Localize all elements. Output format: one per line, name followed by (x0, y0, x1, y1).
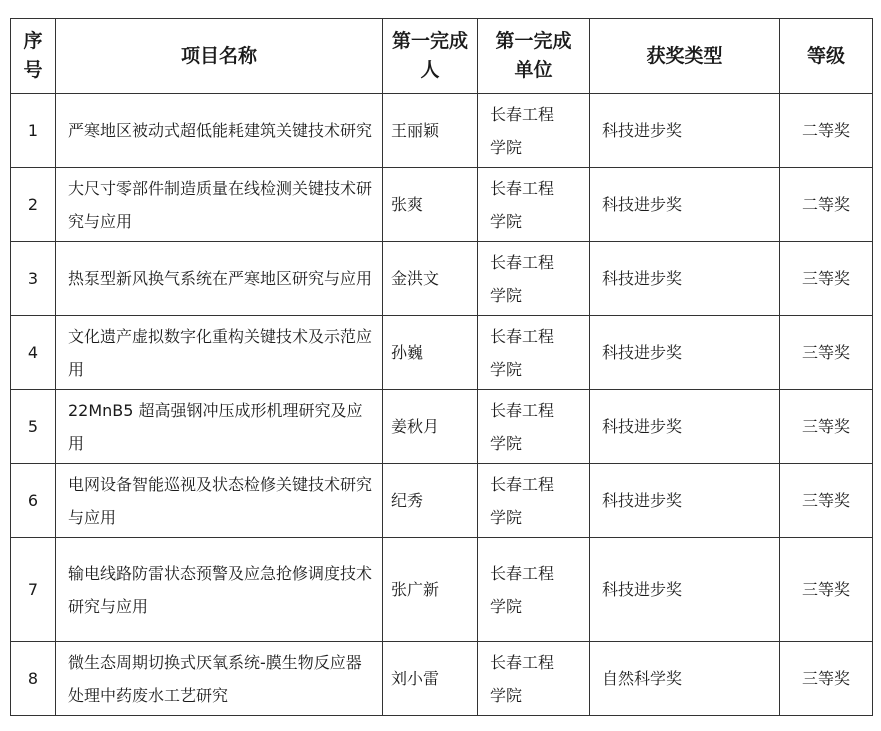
row-person: 王丽颖 (383, 94, 478, 168)
row-no: 3 (11, 242, 56, 316)
row-person: 张爽 (383, 168, 478, 242)
row-award-type: 自然科学奖 (590, 642, 780, 716)
header-award-type: 获奖类型 (590, 19, 780, 94)
row-no: 6 (11, 464, 56, 538)
row-unit: 长春工程学院 (478, 642, 590, 716)
row-unit: 长春工程学院 (478, 464, 590, 538)
header-row (11, 19, 873, 94)
row-award-type: 科技进步奖 (590, 94, 780, 168)
row-award-type: 科技进步奖 (590, 316, 780, 390)
row-project: 文化遗产虚拟数字化重构关键技术及示范应用 (56, 316, 383, 390)
header-no: 序号 (11, 19, 56, 94)
row-award-type: 科技进步奖 (590, 538, 780, 642)
header-unit: 第一完成单位 (478, 19, 590, 94)
row-unit: 长春工程学院 (478, 94, 590, 168)
row-project: 电网设备智能巡视及状态检修关键技术研究与应用 (56, 464, 383, 538)
row-project: 热泵型新风换气系统在严寒地区研究与应用 (56, 242, 383, 316)
table-row (11, 464, 873, 538)
row-person: 姜秋月 (383, 390, 478, 464)
row-no: 4 (11, 316, 56, 390)
row-no: 8 (11, 642, 56, 716)
table-row (11, 390, 873, 464)
row-project: 微生态周期切换式厌氧系统-膜生物反应器处理中药废水工艺研究 (56, 642, 383, 716)
row-award-type: 科技进步奖 (590, 390, 780, 464)
table-row (11, 316, 873, 390)
row-level: 三等奖 (780, 642, 873, 716)
row-unit: 长春工程学院 (478, 168, 590, 242)
row-no: 7 (11, 538, 56, 642)
row-level: 三等奖 (780, 464, 873, 538)
row-unit: 长春工程学院 (478, 538, 590, 642)
row-no: 5 (11, 390, 56, 464)
row-person: 孙巍 (383, 316, 478, 390)
row-award-type: 科技进步奖 (590, 168, 780, 242)
row-unit: 长春工程学院 (478, 242, 590, 316)
table-row (11, 94, 873, 168)
row-award-type: 科技进步奖 (590, 242, 780, 316)
header-level: 等级 (780, 19, 873, 94)
row-level: 三等奖 (780, 538, 873, 642)
row-no: 2 (11, 168, 56, 242)
award-table (10, 18, 873, 716)
row-project: 22MnB5 超高强钢冲压成形机理研究及应用 (56, 390, 383, 464)
row-unit: 长春工程学院 (478, 316, 590, 390)
row-project: 严寒地区被动式超低能耗建筑关键技术研究 (56, 94, 383, 168)
table-row (11, 168, 873, 242)
row-person: 纪秀 (383, 464, 478, 538)
row-project: 大尺寸零部件制造质量在线检测关键技术研究与应用 (56, 168, 383, 242)
row-project: 输电线路防雷状态预警及应急抢修调度技术研究与应用 (56, 538, 383, 642)
header-project: 项目名称 (56, 19, 383, 94)
row-award-type: 科技进步奖 (590, 464, 780, 538)
table-row (11, 242, 873, 316)
row-level: 二等奖 (780, 94, 873, 168)
row-person: 张广新 (383, 538, 478, 642)
row-level: 三等奖 (780, 316, 873, 390)
table-row (11, 538, 873, 642)
row-level: 三等奖 (780, 242, 873, 316)
row-person: 刘小雷 (383, 642, 478, 716)
row-person: 金洪文 (383, 242, 478, 316)
header-person: 第一完成人 (383, 19, 478, 94)
row-unit: 长春工程学院 (478, 390, 590, 464)
row-level: 三等奖 (780, 390, 873, 464)
row-no: 1 (11, 94, 56, 168)
row-level: 二等奖 (780, 168, 873, 242)
table-row (11, 642, 873, 716)
